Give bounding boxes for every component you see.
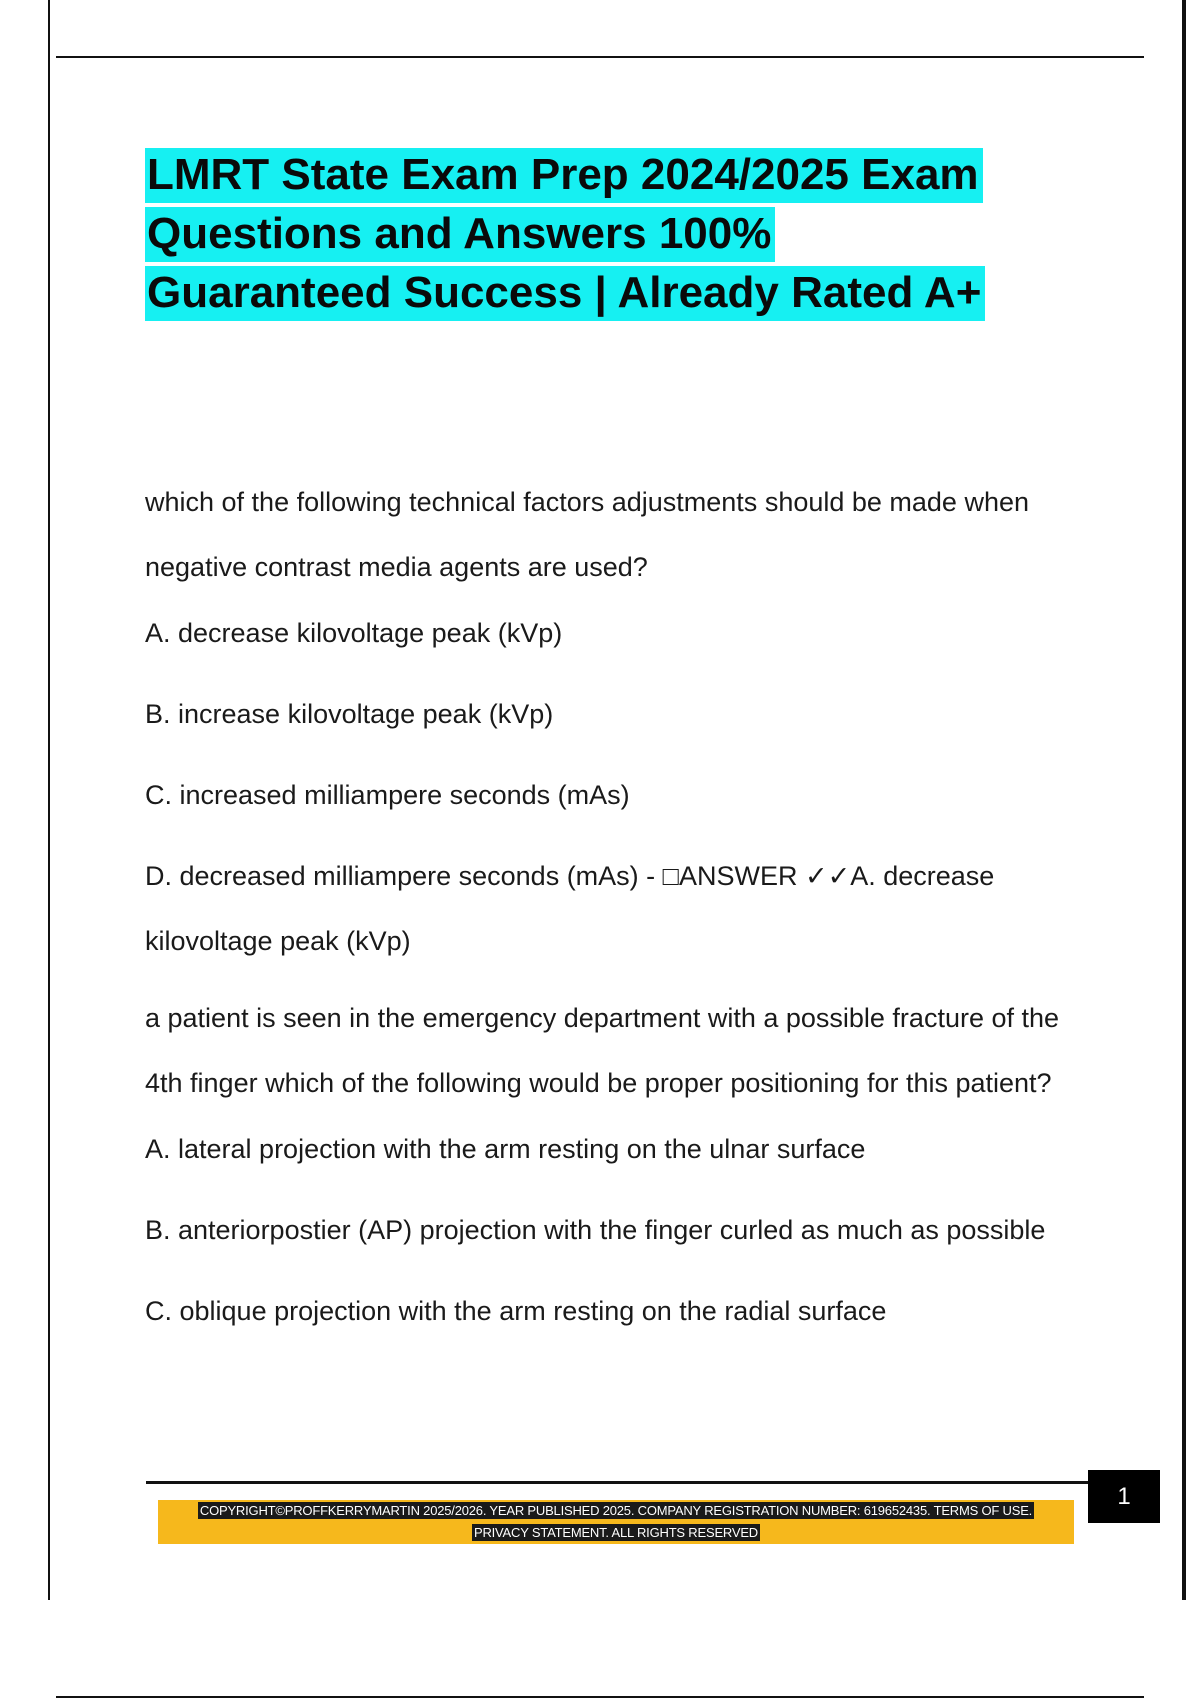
footer-rule [146,1481,1088,1484]
question-2-option-a: A. lateral projection with the arm resting on the ulnar surface [145,1134,866,1164]
copyright-line-1: COPYRIGHT©PROFFKERRYMARTIN 2025/2026. YEAR PUBLISHED 2025. COMPANY REGISTRATION NUMBER: 619652435. TERMS OF USE. [199,1503,1033,1518]
title-line-1: LMRT State Exam Prep 2024/2025 Exam [147,150,979,199]
copyright-line-2: PRIVACY STATEMENT. ALL RIGHTS RESERVED [473,1525,758,1540]
question-2-option-b: B. anteriorpostier (AP) projection with the finger curled as much as possible [145,1215,1046,1245]
page-border-right [1182,0,1186,1600]
question-2-option-c: C. oblique projection with the arm resting on the radial surface [145,1296,887,1326]
title-line-3: Guaranteed Success | Already Rated A+ [147,268,982,317]
question-2-text: a patient is seen in the emergency department with a possible fracture of the 4th finger which of the following would be proper positioning for this patient? [145,1003,1060,1098]
page-border-left [48,0,50,1600]
question-1-option-b: B. increase kilovoltage peak (kVp) [145,699,554,729]
header-rule [56,56,1144,58]
question-1-option-c: C. increased milliampere seconds (mAs) [145,780,630,810]
next-page-rule [56,1696,1144,1698]
document-title [145,145,1085,322]
question-1-answer: D. decreased milliampere seconds (mAs) - □ANSWER ✓✓A. decrease kilovoltage peak (kVp) [145,861,995,956]
title-line-2: Questions and Answers 100% [147,209,772,258]
question-1-text: which of the following technical factors adjustments should be made when negative contrast media agents are used? [145,487,1029,582]
question-1-option-a: A. decrease kilovoltage peak (kVp) [145,618,563,648]
copyright-footer [158,1500,1074,1544]
document-body [145,470,1095,1374]
page-number: 1 [1117,1482,1131,1510]
page-number-badge [1088,1470,1160,1523]
